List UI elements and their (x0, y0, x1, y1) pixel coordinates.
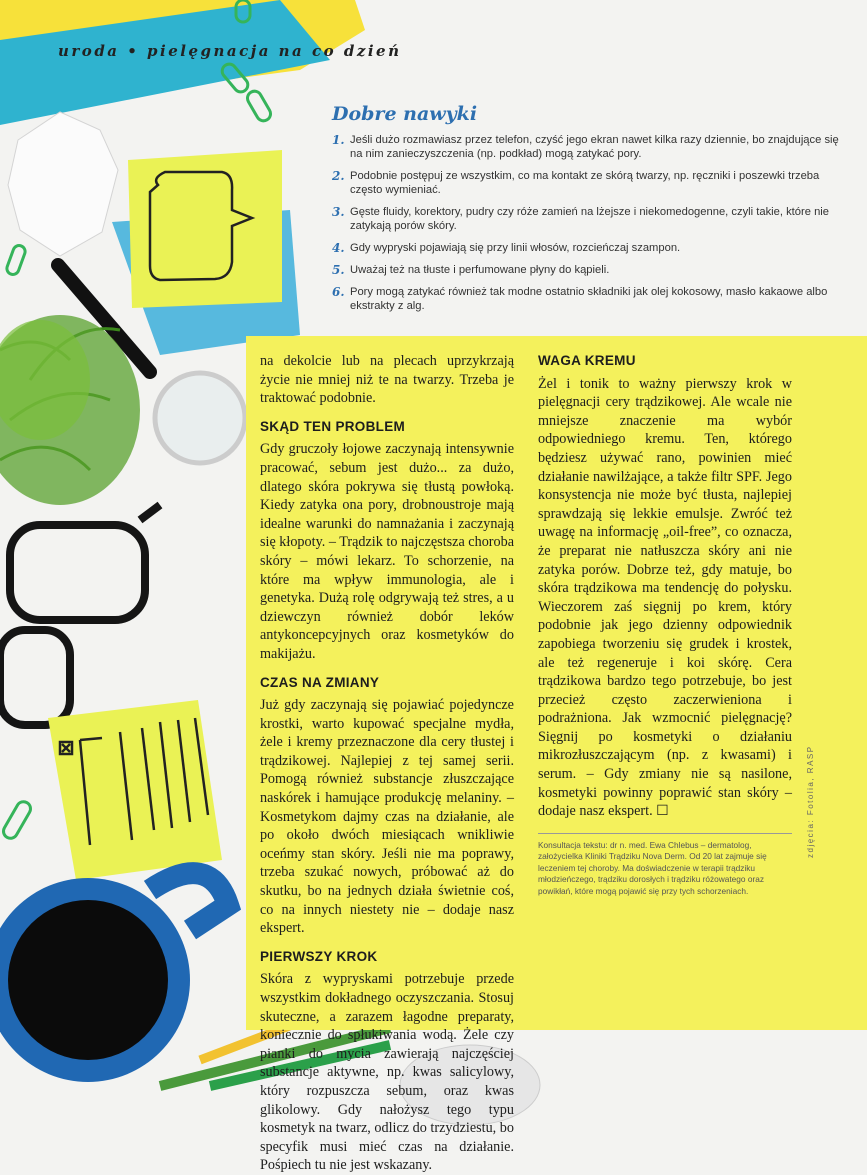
tip-text: Jeśli dużo rozmawiasz przez telefon, czyść jego ekran nawet kilka razy dziennie, bo znajdujące się na nim zanieczyszczenia (np. podkład) mogą zatykać pory. (350, 134, 839, 160)
section-heading: CZAS NA ZMIANY (260, 674, 380, 690)
tip-text: Gęste fluidy, korektory, pudry czy róże zamień na lżejsze i niekomedogenne, czyli takie, które nie zatykają porów skóry. (350, 206, 830, 232)
section-heading: WAGA KREMU (538, 353, 636, 368)
tip-text: Gdy wypryski pojawiają się przy linii włosów, rozcieńczaj szampon. (350, 242, 681, 254)
tip-text: Pory mogą zatykać również tak modne ostatnio składniki jak olej kokosowy, masło kakaowe albo ekstrakty z alg. (350, 286, 828, 312)
tip-text: Podobnie postępuj ze wszystkim, co ma kontakt ze skórą twarzy, np. ręczniki i poszewki trzeba często wymieniać. (350, 170, 820, 196)
tip-item (332, 241, 842, 255)
tip-text: Uważaj też na tłuste i perfumowane płyny do kąpieli. (350, 264, 610, 276)
tip-number: 4. (332, 241, 345, 255)
tip-number: 6. (332, 285, 345, 299)
tip-number: 2. (332, 169, 345, 183)
tip-item (332, 133, 842, 161)
section-text: Żel i tonik to ważny pierwszy krok w pielęgnacji cery trądzikowej. Ale wcale nie mniejsze znaczenie ma wybór odpowiedniego kremu. Ten, którego będziesz używać rano, powinien mieć działanie nawilżające, a także filtr SPF. Jego konsystencja nie może być tłusta, najlepiej sprawdzają się lekkie emulsje. Zwróć też uwagę na informację „oil-free”, co oznacza, że preparat nie natłuszcza skóry ani nie zatyka porów. Dobrze też, gdy matuje, bo skóra trądzikowa ma tendencję do połysku. Wieczorem zaś sięgnij po krem, który podobnie jak jego dzienny odpowiednik zapobiega tworzeniu się grudek i krostek, ale też regeneruje i koi skórę. Cera trądzikowa bardzo tego potrzebuje, bo jest przecież często zaczerwieniona i podrażniona. Jak wzmocnić pielęgnację? Sięgnij po kosmetyki o działaniu mikrozłuszczającym (np. z kwasami) i serum. – Gdy zmiany nie są nasilone, kosmetyki powinny poprawić stan skóry – dodaje nasz ekspert. ☐ (538, 375, 792, 820)
section-heading: PIERWSZY KROK (260, 948, 378, 964)
article-column-right (538, 352, 792, 897)
tip-item (332, 169, 842, 197)
section-text: Gdy gruczoły łojowe zaczynają intensywnie pracować, sebum jest dużo... za dużo, dlatego skóra pokrywa się tłustą powłoką. Kiedy zatyka ona pory, drobnoustroje mają idealne warunki do namnażania i zaczynają się kłopoty. – Trądzik to najczęstsza choroba skóry – mówi lekarz. To schorzenie, na które ma wpływ immunologia, ale i genetyka. Dużą rolę odgrywają też stres, a u dziewczyn również dobór leków antykoncepcyjnych oraz kosmetyków do makijażu. (260, 441, 515, 662)
tip-item (332, 205, 842, 233)
section-text: Skóra z wypryskami potrzebuje przede wszystkim dokładnego oczyszczania. Stosuj skuteczne, a zarazem łagodne preparaty, koniecznie do spłukiwania wodą. Żele czy pianki do mycia zawierają najczęściej substancje aktywne, np. kwas salicylowy, który rozpuszcza sebum, oraz kwas glikolowy. Gdy nałożysz tego typu kosmetyk na twarz, odlicz do trzydziestu, bo specyfik musi mieć czas na działanie. Pośpiech tu nie jest wskazany. (260, 971, 514, 1174)
article-intro: na dekolcie lub na plecach uprzykrzają życie nie mniej niż te na twarzy. Trzeba je traktować podobnie. (260, 353, 514, 407)
tip-number: 5. (332, 263, 345, 277)
photo-credit: zdjęcia: Fotolia, RASP (806, 745, 815, 858)
tips-box (332, 103, 842, 321)
expert-credit: Konsultacja tekstu: dr n. med. Ewa Chlebus – dermatolog, założycielka Kliniki Trądziku Nova Derm. Od 20 lat zajmuje się leczeniem tej choroby. Ma doświadczenie w terapii trądziku młodzieńczego, trądziku dorosłych i trądziku różowatego oraz powikłań, które mogą pojawić się przy tych schorzeniach. (538, 833, 792, 898)
tip-number: 1. (332, 133, 345, 147)
article-column-left (260, 352, 515, 1174)
tips-title: Dobre nawyki (332, 103, 478, 125)
section-heading: SKĄD TEN PROBLEM (260, 418, 406, 434)
section-header: uroda • pielęgnacja na co dzień (58, 42, 402, 60)
tip-item (332, 285, 842, 313)
section-text: Już gdy zaczynają się pojawiać pojedyncze krostki, warto kupować specjalne mydła, żele i kremy przeznaczone dla cery tłustej i trądzikowej. Najlepiej z tej samej serii. Pomogą również substancje złuszczające naskórek i hamujące produkcję melaniny. – Kosmetykom dajmy czas na działanie, ale po około dwóch miesiącach wnikliwie oceńmy stan skóry. Jeśli nie ma poprawy, trzeba szukać nowych, próbować aż do skutku, bo na jednych działa świetnie coś, co na innych niestety nie – dodaje nasz ekspert. (260, 697, 514, 937)
tip-number: 3. (332, 205, 345, 219)
tip-item (332, 263, 842, 277)
